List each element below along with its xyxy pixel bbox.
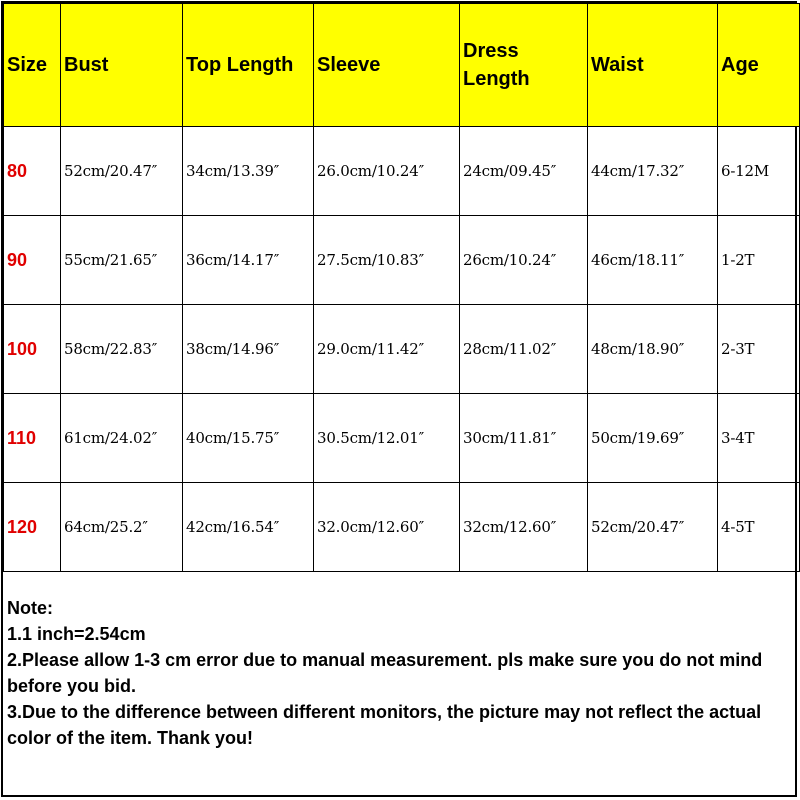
- dress-length-cell: 26cm/10.24″: [460, 216, 588, 305]
- table-row: [4, 394, 800, 483]
- sleeve-cell: 29.0cm/11.42″: [314, 305, 460, 394]
- waist-cell: 44cm/17.32″: [588, 127, 718, 216]
- header-row: [4, 4, 800, 127]
- top-length-cell: 40cm/15.75″: [183, 394, 314, 483]
- bust-cell: 52cm/20.47″: [61, 127, 183, 216]
- header-bust: Bust: [61, 4, 183, 127]
- header-sleeve: Sleeve: [314, 4, 460, 127]
- age-cell: 2-3T: [718, 305, 800, 394]
- table-row: [4, 305, 800, 394]
- size-cell: 90: [4, 216, 61, 305]
- top-length-cell: 34cm/13.39″: [183, 127, 314, 216]
- top-length-cell: 36cm/14.17″: [183, 216, 314, 305]
- waist-cell: 48cm/18.90″: [588, 305, 718, 394]
- sleeve-cell: 30.5cm/12.01″: [314, 394, 460, 483]
- size-cell: 80: [4, 127, 61, 216]
- waist-cell: 50cm/19.69″: [588, 394, 718, 483]
- note-line-3: 3.Due to the difference between different monitors, the picture may not reflect the actual color of the item. Thank you!: [7, 702, 762, 748]
- dress-length-cell: 28cm/11.02″: [460, 305, 588, 394]
- table-row: [4, 483, 800, 572]
- note-line-2: 2.Please allow 1-3 cm error due to manual measurement. pls make sure you do not mind before you bid.: [7, 650, 763, 696]
- header-waist: Waist: [588, 4, 718, 127]
- table-row: [4, 216, 800, 305]
- age-cell: 3-4T: [718, 394, 800, 483]
- size-chart: [1, 1, 797, 797]
- header-dress-length: Dress Length: [460, 4, 588, 127]
- size-cell: 120: [4, 483, 61, 572]
- age-cell: 4-5T: [718, 483, 800, 572]
- sleeve-cell: 32.0cm/12.60″: [314, 483, 460, 572]
- size-table: [3, 3, 800, 572]
- header-size: Size: [4, 4, 61, 127]
- top-length-cell: 42cm/16.54″: [183, 483, 314, 572]
- size-cell: 100: [4, 305, 61, 394]
- table-row: [4, 127, 800, 216]
- bust-cell: 64cm/25.2″: [61, 483, 183, 572]
- sleeve-cell: 27.5cm/10.83″: [314, 216, 460, 305]
- age-cell: 6-12M: [718, 127, 800, 216]
- bust-cell: 61cm/24.02″: [61, 394, 183, 483]
- header-age: Age: [718, 4, 800, 127]
- sleeve-cell: 26.0cm/10.24″: [314, 127, 460, 216]
- bust-cell: 58cm/22.83″: [61, 305, 183, 394]
- note-line-1: 1.1 inch=2.54cm: [7, 624, 146, 644]
- waist-cell: 52cm/20.47″: [588, 483, 718, 572]
- bust-cell: 55cm/21.65″: [61, 216, 183, 305]
- waist-cell: 46cm/18.11″: [588, 216, 718, 305]
- top-length-cell: 38cm/14.96″: [183, 305, 314, 394]
- size-cell: 110: [4, 394, 61, 483]
- notes-section: [7, 595, 793, 751]
- notes-title: Note:: [7, 598, 53, 618]
- age-cell: 1-2T: [718, 216, 800, 305]
- header-top-length: Top Length: [183, 4, 314, 127]
- dress-length-cell: 30cm/11.81″: [460, 394, 588, 483]
- dress-length-cell: 32cm/12.60″: [460, 483, 588, 572]
- dress-length-cell: 24cm/09.45″: [460, 127, 588, 216]
